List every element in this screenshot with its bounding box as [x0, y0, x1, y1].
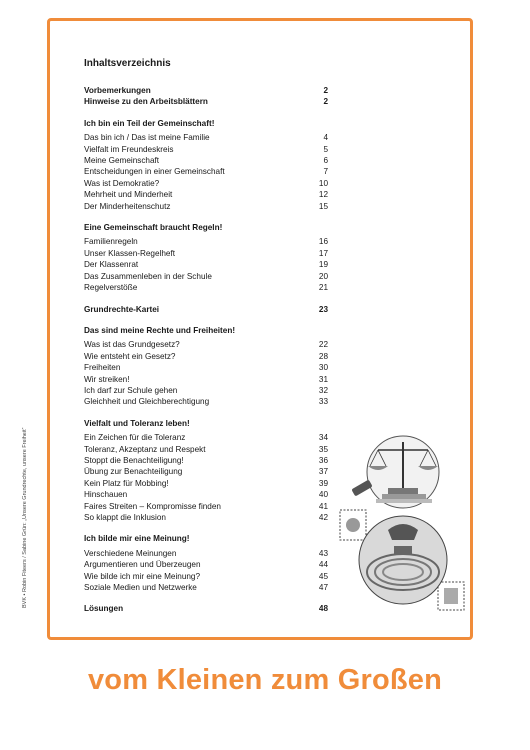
toc-row[interactable]	[84, 236, 328, 247]
toc-page: 37	[318, 467, 328, 477]
toc-row[interactable]	[84, 189, 328, 200]
toc-row[interactable]	[84, 351, 328, 362]
toc-page: 19	[318, 260, 328, 270]
toc-page: 15	[318, 201, 328, 211]
toc-row[interactable]	[84, 512, 328, 523]
toc-page: 43	[318, 548, 328, 558]
toc-page: 10	[318, 178, 328, 188]
toc-page: 35	[318, 444, 328, 454]
toc-page: 28	[318, 351, 328, 361]
toc-label: Mehrheit und Minderheit	[84, 190, 173, 200]
toc-page: 48	[318, 604, 328, 614]
toc-label: Kein Platz für Mobbing!	[84, 478, 169, 488]
toc-label: Stoppt die Benachteiligung!	[84, 455, 184, 465]
toc-section-3	[84, 325, 328, 408]
justice-scale-icon	[351, 436, 439, 508]
toc-label: Argumentieren und Überzeugen	[84, 560, 201, 570]
toc-section-heading: Ich bin ein Teil der Gemeinschaft!	[84, 118, 215, 128]
toc-row[interactable]	[84, 385, 328, 396]
toc-row[interactable]	[84, 144, 328, 155]
toc-row[interactable]	[84, 178, 328, 189]
toc-row[interactable]	[84, 132, 328, 143]
toc-row[interactable]	[84, 444, 328, 455]
toc-page: 17	[318, 248, 328, 258]
justice-parliament-illustration	[338, 432, 468, 612]
toc-page: 2	[323, 97, 328, 107]
toc-row[interactable]	[84, 432, 328, 443]
toc-page: 20	[318, 271, 328, 281]
toc-section-heading: Das sind meine Rechte und Freiheiten!	[84, 325, 236, 335]
toc-label: Meine Gemeinschaft	[84, 156, 160, 166]
toc-page: 23	[318, 304, 328, 314]
toc-label: Wie entsteht ein Gesetz?	[84, 351, 176, 361]
toc-label: Freiheiten	[84, 363, 121, 373]
toc-row[interactable]	[84, 96, 328, 107]
toc-label: Wie bilde ich mir eine Meinung?	[84, 571, 201, 581]
parliament-icon	[359, 516, 447, 604]
toc-row[interactable]	[84, 489, 328, 500]
toc-page: 16	[318, 237, 328, 247]
toc-page: 45	[318, 571, 328, 581]
toc-row[interactable]	[84, 559, 328, 570]
toc-row[interactable]	[84, 259, 328, 270]
toc-row[interactable]	[84, 201, 328, 212]
publisher-note: BVK • Robin Fiteers / Sabine Grün: „Unsere Grundrechte, unsere Freiheit“	[22, 427, 28, 608]
toc-label: Übung zur Benachteiligung	[84, 467, 183, 477]
toc-label: Der Minderheitenschutz	[84, 201, 171, 211]
toc-label: Familienregeln	[84, 237, 138, 247]
toc-page: 40	[318, 490, 328, 500]
table-of-contents	[84, 58, 328, 625]
toc-row[interactable]	[84, 339, 328, 350]
toc-row[interactable]	[84, 155, 328, 166]
toc-page: 4	[323, 133, 328, 143]
toc-section-heading: Ich bilde mir eine Meinung!	[84, 534, 190, 544]
toc-section-4	[84, 418, 328, 524]
toc-label: Unser Klassen-Regelheft	[84, 248, 176, 258]
toc-row[interactable]	[84, 466, 328, 477]
toc-page: 22	[318, 340, 328, 350]
toc-page: 31	[318, 374, 328, 384]
toc-section-5	[84, 533, 328, 593]
toc-label: Verschiedene Meinungen	[84, 548, 177, 558]
toc-label: Grundrechte-Kartei	[84, 304, 160, 314]
toc-label: Das bin ich / Das ist meine Familie	[84, 133, 210, 143]
toc-row[interactable]	[84, 396, 328, 407]
toc-row[interactable]	[84, 571, 328, 582]
toc-page: 32	[318, 385, 328, 395]
toc-label: Wir streiken!	[84, 374, 130, 384]
toc-label: Der Klassenrat	[84, 260, 139, 270]
toc-row[interactable]	[84, 374, 328, 385]
toc-row[interactable]	[84, 362, 328, 373]
toc-page: 30	[318, 363, 328, 373]
stamp-icon	[438, 582, 464, 610]
toc-row[interactable]	[84, 478, 328, 489]
toc-page: 2	[323, 86, 328, 95]
toc-label: Ein Zeichen für die Toleranz	[84, 433, 186, 443]
toc-label: Regelverstöße	[84, 283, 138, 293]
toc-row[interactable]	[84, 304, 328, 315]
toc-label: So klappt die Inklusion	[84, 513, 166, 522]
toc-page: 5	[323, 144, 328, 154]
toc-grundrechte	[84, 304, 328, 315]
toc-page: 39	[318, 478, 328, 488]
toc-page: 47	[318, 583, 328, 593]
toc-page: 6	[323, 156, 328, 166]
toc-label: Hinweise zu den Arbeitsblättern	[84, 97, 208, 107]
slogan-text: vom Kleinen zum Großen	[87, 664, 443, 696]
toc-row[interactable]	[84, 548, 328, 559]
stamp-icon	[340, 510, 366, 540]
toc-page: 12	[318, 190, 328, 200]
toc-page: 44	[318, 560, 328, 570]
toc-section-2	[84, 222, 328, 293]
toc-page: 34	[318, 433, 328, 443]
toc-page: 41	[318, 501, 328, 511]
toc-row[interactable]	[84, 166, 328, 177]
toc-row[interactable]	[84, 282, 328, 293]
toc-page: 21	[318, 283, 328, 293]
toc-row[interactable]	[84, 501, 328, 512]
toc-section-heading: Eine Gemeinschaft braucht Regeln!	[84, 223, 223, 233]
toc-loesungen	[84, 603, 328, 614]
toc-row[interactable]	[84, 455, 328, 466]
toc-label: Das Zusammenleben in der Schule	[84, 271, 212, 281]
toc-label: Lösungen	[84, 604, 124, 614]
toc-label: Gleichheit und Gleichberechtigung	[84, 397, 210, 407]
toc-title: Inhaltsverzeichnis	[84, 58, 171, 69]
toc-label: Vorbemerkungen	[84, 86, 151, 95]
toc-label: Ich darf zur Schule gehen	[84, 385, 178, 395]
toc-label: Soziale Medien und Netzwerke	[84, 583, 197, 593]
toc-intro	[84, 85, 328, 108]
toc-page: 42	[318, 513, 328, 522]
toc-row[interactable]	[84, 248, 328, 259]
toc-row[interactable]	[84, 582, 328, 593]
toc-page: 7	[323, 167, 328, 177]
toc-label: Vielfalt im Freundeskreis	[84, 144, 174, 154]
toc-label: Faires Streiten – Kompromisse finden	[84, 501, 221, 511]
toc-page: 36	[318, 455, 328, 465]
toc-label: Was ist das Grundgesetz?	[84, 340, 180, 350]
toc-label: Was ist Demokratie?	[84, 178, 160, 188]
toc-row[interactable]	[84, 85, 328, 96]
toc-label: Hinschauen	[84, 490, 128, 500]
toc-row[interactable]	[84, 271, 328, 282]
toc-section-heading: Vielfalt und Toleranz leben!	[84, 418, 190, 428]
toc-label: Entscheidungen in einer Gemeinschaft	[84, 167, 225, 177]
toc-page: 33	[318, 397, 328, 407]
toc-row[interactable]	[84, 603, 328, 614]
toc-section-1	[84, 118, 328, 212]
toc-label: Toleranz, Akzeptanz und Respekt	[84, 444, 206, 454]
